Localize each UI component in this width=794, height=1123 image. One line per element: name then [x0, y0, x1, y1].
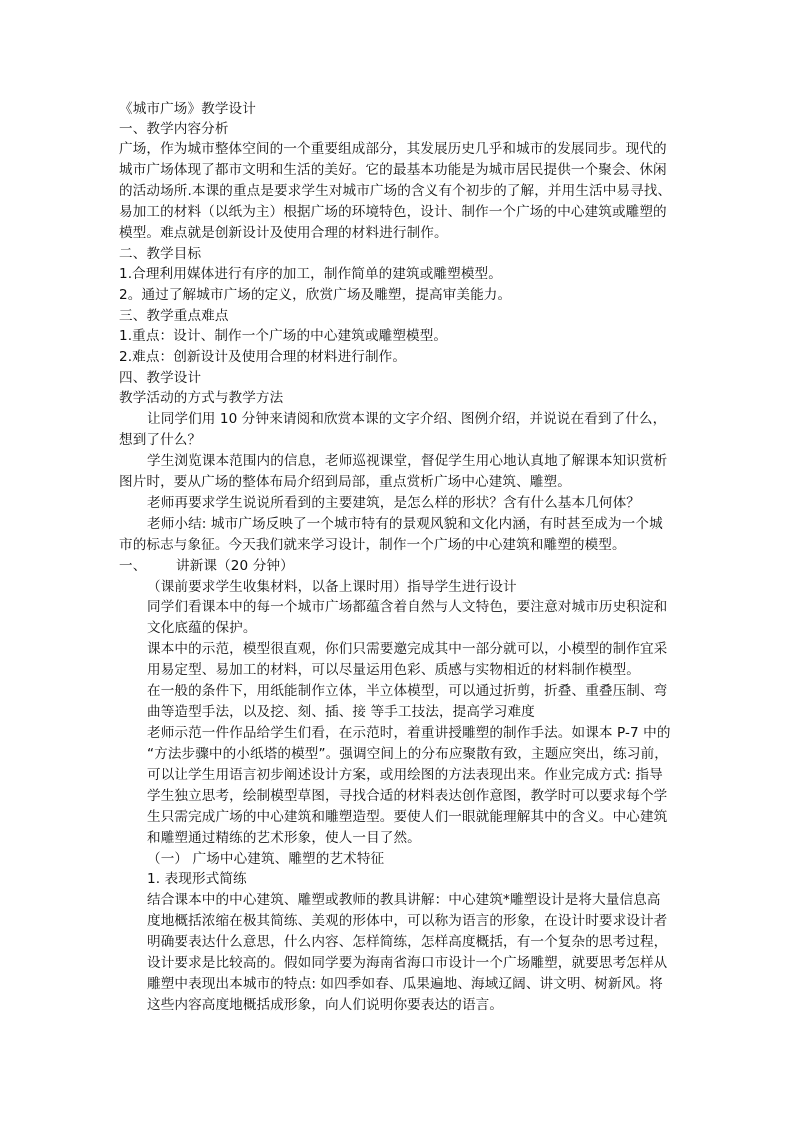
paragraph-line: 的活动场所.本课的重点是要求学生对城市广场的含义有个初步的了解，并用生活中易寻找、 [119, 183, 672, 199]
paragraph-line: 曲等造型手法，以及挖、刻、插、接 等手工技法，提高学习难度 [147, 704, 535, 720]
paragraph-line: 和雕塑通过精练的艺术形象，使人一目了然。 [147, 830, 421, 846]
paragraph-line: 同学们看课本中的每一个城市广场都蕴含着自然与人文特色，要注意对城市历史积淀和 [147, 599, 668, 615]
paragraph-line: 在一般的条件下，用纸能制作立体，半立体模型，可以通过折剪，折叠、重叠压制、弯 [147, 683, 668, 699]
paragraph-line: 让同学们用 10 分钟来请阅和欣赏本课的文字介绍、图例介绍，并说说在看到了什么， [147, 411, 667, 427]
paragraph-line: 广场，作为城市整体空间的一个重要组成部分，其发展历史几乎和城市的发展同步。现代的 [119, 141, 667, 157]
document-title: 《城市广场》教学设计 [119, 101, 256, 117]
section-heading-new-lesson: 讲新课（20 分钟） [176, 558, 294, 574]
list-item: 1.重点：设计、制作一个广场的中心建筑或雕塑模型。 [119, 328, 448, 344]
paragraph-line: 易加工的材料（以纸为主）根据广场的环境特色，设计、制作一个广场的中心建筑或雕塑的 [119, 204, 667, 220]
paragraph-line: 图片时，要从广场的整体布局介绍到局部，重点赏析广场中心建筑、雕塑。 [119, 474, 571, 490]
paragraph-line: 设计要求是比较高的。假如同学要为海南省海口市设计一个广场雕塑，就要思考怎样从 [147, 955, 668, 971]
section-heading-teaching-design: 四、教学设计 [119, 370, 202, 386]
paragraph-line: 课本中的示范，模型很直观，你们只需要邀完成其中一部分就可以，小模型的制作宜采 [147, 641, 668, 657]
section-heading-content-analysis: 一、教学内容分析 [119, 121, 229, 137]
paragraph-line: 想到了什么？ [119, 432, 202, 448]
subheading-methods: 教学活动的方式与教学方法 [119, 390, 284, 406]
paragraph-line: 文化底蕴的保护。 [147, 620, 257, 636]
section-heading-key-points: 三、教学重点难点 [119, 308, 229, 324]
section-heading-artistic-features: （一） 广场中心建筑、雕塑的艺术特征 [147, 851, 385, 867]
list-item: 2。通过了解城市广场的定义，欣赏广场及雕塑，提高审美能力。 [119, 287, 512, 303]
subheading-preparation: （课前要求学生收集材料，以备上课时用）指导学生进行设计 [147, 579, 517, 595]
subheading-concise-form: 1. 表现形式简练 [147, 871, 247, 887]
paragraph-line: 学生浏览课本范围内的信息，老师巡视课堂，督促学生用心地认真地了解课本知识赏析 [147, 453, 668, 469]
paragraph-line: 雕塑中表现出本城市的特点: 如四季如春、瓜果遍地、海域辽阔、讲文明、树新风。将 [147, 976, 663, 992]
paragraph-line: 城市广场体现了都市文明和生活的美好。它的最基本功能是为城市居民提供一个聚会、休闲 [119, 162, 667, 178]
section-heading-objectives: 二、教学目标 [119, 246, 202, 262]
paragraph-line: “方法步骤中的小纸塔的模型”。强调空间上的分布应聚散有致，主题应突出，练习前， [147, 746, 668, 762]
list-item: 1.合理利用媒体进行有序的加工，制作简单的建筑或雕塑模型。 [119, 266, 502, 282]
paragraph-line: 老师示范一件作品给学生们看，在示范时，着重讲授雕塑的制作手法。如课本 P-7 中的 [147, 725, 671, 741]
paragraph-line: 明确要表达什么意思，什么内容、怎样简练，怎样高度概括，有一个复杂的思考过程， [147, 934, 668, 950]
paragraph-line: 学生独立思考，绘制模型草图，寻找合适的材料表达创作意图，教学时可以要求每个学 [147, 788, 668, 804]
paragraph-line: 这些内容高度地概括成形象，向人们说明你要表达的语言。 [147, 997, 504, 1013]
paragraph-line: 生只需完成广场的中心建筑和雕塑造型。要使人们一眼就能理解其中的含义。中心建筑 [147, 809, 668, 825]
section-number: 一、 [119, 558, 147, 574]
paragraph-line: 模型。难点就是创新设计及使用合理的材料进行制作。 [119, 225, 448, 241]
paragraph-line: 老师再要求学生说说所看到的主要建筑，是怎么样的形状？含有什么基本几何体？ [147, 495, 640, 511]
paragraph-line: 市的标志与象征。今天我们就来学习设计，制作一个广场的中心建筑和雕塑的模型。 [119, 537, 626, 553]
paragraph-line: 可以让学生用语言初步阐述设计方案，或用绘图的方法表现出来。作业完成方式: 指导 [147, 767, 663, 783]
paragraph-line: 度地概括浓缩在极其简练、美观的形体中，可以称为语言的形象，在设计时要求设计者 [147, 913, 668, 929]
list-item: 2.难点：创新设计及使用合理的材料进行制作。 [119, 349, 407, 365]
paragraph-line: 老师小结: 城市广场反映了一个城市特有的景观风貌和文化内涵，有时甚至成为一个城 [147, 516, 663, 532]
paragraph-line: 结合课本中的中心建筑、雕塑或教师的教具讲解：中心建筑*雕塑设计是将大量信息高 [147, 892, 661, 908]
paragraph-line: 用易定型、易加工的材料，可以尽量运用色彩、质感与实物相近的材料制作模型。 [147, 662, 640, 678]
